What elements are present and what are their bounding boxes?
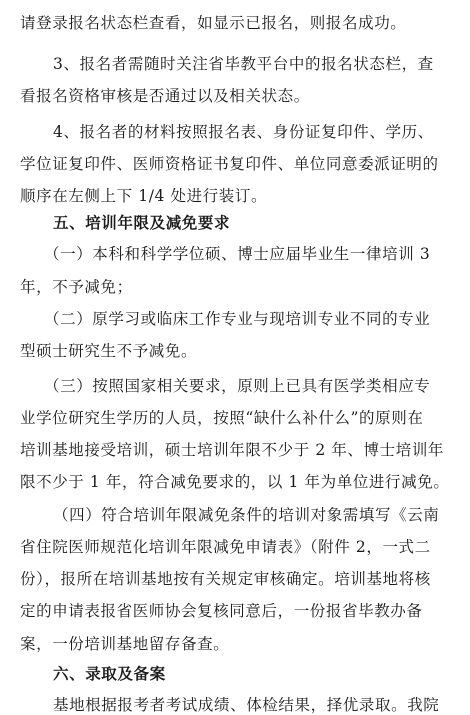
paragraph-line: 看报名资格审核是否通过以及相关状态。 <box>20 87 310 105</box>
paragraph-line: 型硕士研究生不予减免。 <box>20 342 198 360</box>
paragraph-line: （四）符合培训年限减免条件的培训对象需填写《云南 <box>53 506 440 524</box>
paragraph-line: 4、报名者的材料按照报名表、身份证复印件、学历、 <box>53 123 434 141</box>
paragraph-line: 基地根据报考者考试成绩、体检结果，择优录取。我院 <box>53 696 440 714</box>
paragraph-line: 业学位研究生学历的人员，按照“缺什么补什么”的原则在 <box>20 409 424 427</box>
section-heading: 六、录取及备案 <box>53 665 166 683</box>
paragraph-line: （二）原学习或临床工作专业与现培训专业不同的专业 <box>44 310 431 328</box>
paragraph-line: 省住院医师规范化培训年限减免申请表》（附件 2，一式二 <box>20 538 431 556</box>
paragraph-line: 培训基地接受培训，硕士培训年限不少于 2 年、博士培训年 <box>20 441 445 459</box>
paragraph-line: 定的申请表报省医师协会复核同意后，一份报省毕教办备 <box>20 602 423 620</box>
paragraph-line: 年，不予减免； <box>20 278 133 296</box>
section-heading: 五、培训年限及减免要求 <box>53 214 231 232</box>
paragraph-line: （一）本科和科学学位硕、博士应届毕业生一律培训 3 <box>44 245 431 263</box>
paragraph-line: 限不少于 1 年，符合减免要求的，以 1 年为单位进行减免。 <box>20 473 450 491</box>
paragraph-line: 案，一份培训基地留存备查。 <box>20 635 230 653</box>
paragraph-line: 顺序在左侧上下 1/4 处进行装订。 <box>20 187 268 205</box>
paragraph-line: （三）按照国家相关要求，原则上已具有医学类相应专 <box>44 377 431 395</box>
paragraph-line: 份），报所在培训基地按有关规定审核确定。培训基地将核 <box>20 570 431 588</box>
paragraph-line: 3、报名者需随时关注省毕教平台中的报名状态栏，查 <box>53 55 434 73</box>
paragraph-line: 学位证复印件、医师资格证书复印件、单位同意委派证明的 <box>20 155 439 173</box>
paragraph-line: 请登录报名状态栏查看，如显示已报名，则报名成功。 <box>20 14 407 32</box>
